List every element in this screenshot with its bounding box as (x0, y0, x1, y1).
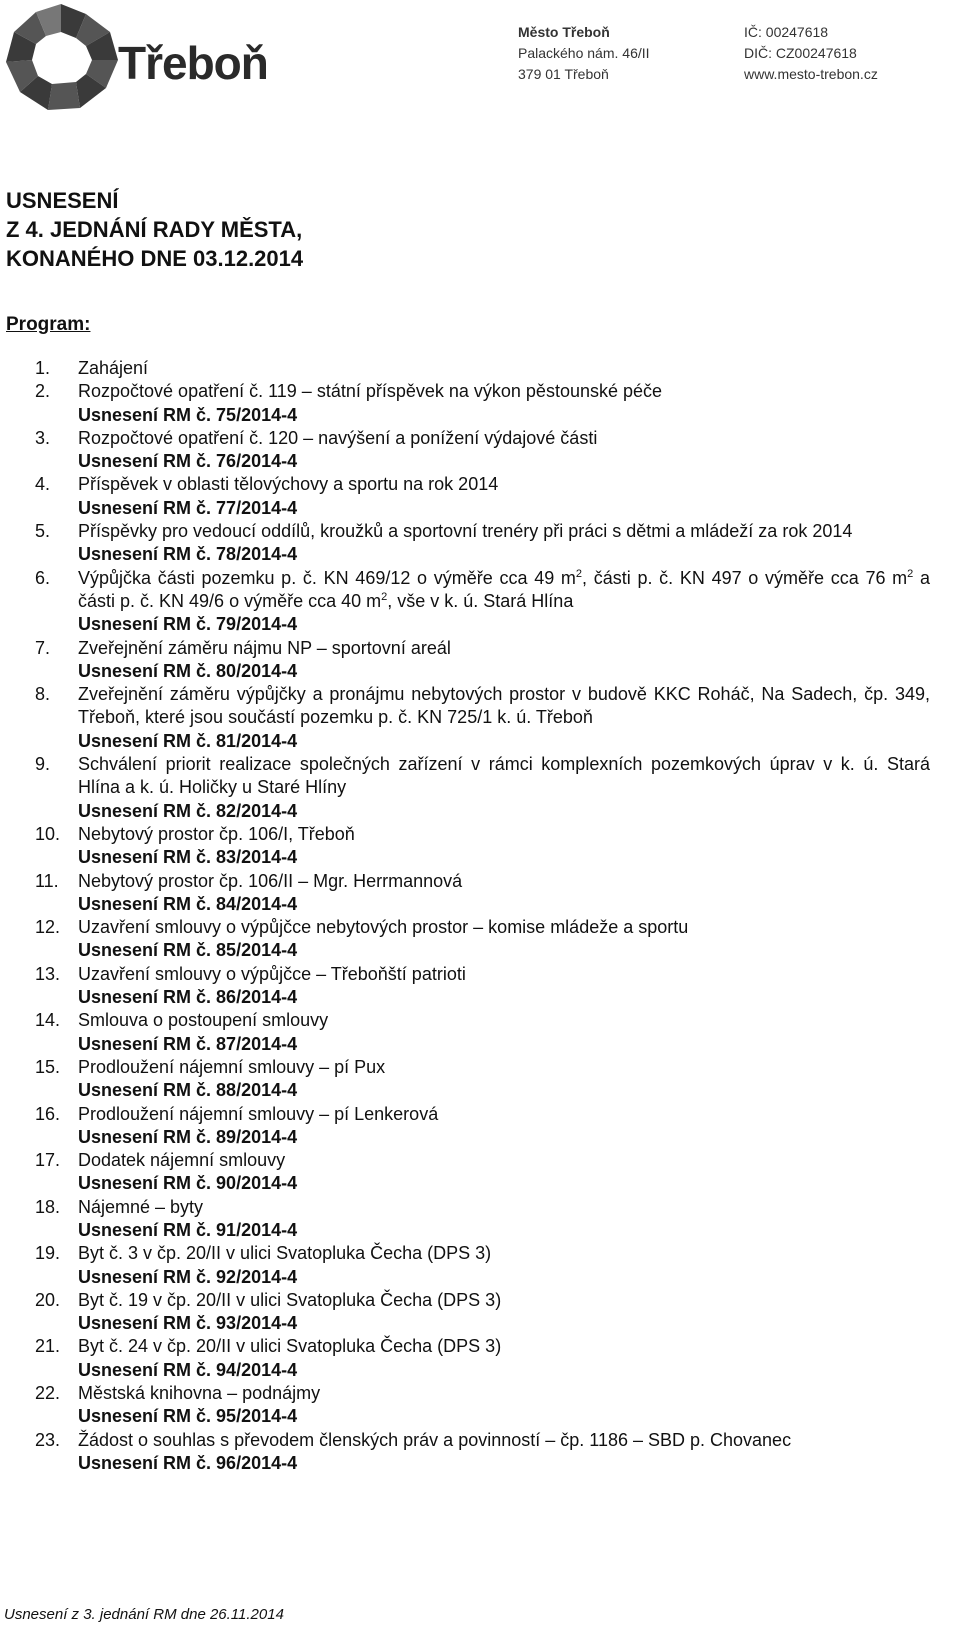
agenda-item-text-part: Výpůjčka části pozemku p. č. KN 469/12 o výměře cca 49 m (78, 567, 576, 588)
agenda-item-text: Zveřejnění záměru nájmu NP – sportovní areál (78, 637, 451, 658)
agenda-item-text: Příspěvky pro vedoucí oddílů, kroužků a sportovní trenéry při práci s dětmi a mládeží za rok 2014 (78, 521, 853, 542)
agenda-item-text: Rozpočtové opatření č. 119 – státní příspěvek na výkon pěstounské péče (78, 381, 663, 402)
agenda-item-text: Žádost o souhlas s převodem členských práv a povinností – čp. 1186 – SBD p. Chovanec (78, 1429, 792, 1450)
agenda-item-number: 9. (35, 754, 51, 775)
agenda-item-number: 8. (35, 684, 51, 705)
agenda-item-number: 16. (35, 1103, 61, 1124)
title-line: USNESENÍ (6, 188, 119, 213)
agenda-item-number: 20. (35, 1289, 61, 1310)
resolution-number: Usnesení RM č. 80/2014-4 (78, 660, 298, 681)
agenda-item-text: Dodatek nájemní smlouvy (78, 1150, 286, 1171)
resolution-number: Usnesení RM č. 84/2014-4 (78, 893, 298, 914)
resolution-number: Usnesení RM č. 76/2014-4 (78, 451, 298, 472)
resolution-number: Usnesení RM č. 82/2014-4 (78, 800, 298, 821)
agenda-item-number: 15. (35, 1056, 61, 1077)
agenda-item-text: Uzavření smlouvy o výpůjčce nebytových prostor – komise mládeže a sportu (78, 917, 689, 938)
agenda-item (0, 683, 930, 753)
agenda-item-text: Schválení priorit realizace společných zařízení v rámci komplexních pozemkových úprav v k. ú. Stará Hlína a k. ú. Holičky u Staré Hlíny (78, 754, 930, 798)
agenda-item (0, 870, 930, 917)
agenda-item-number: 6. (35, 567, 51, 588)
document-title (6, 186, 303, 273)
agenda-item-number: 2. (35, 381, 51, 402)
agenda-item (0, 1103, 930, 1150)
agenda-item-number: 14. (35, 1010, 61, 1031)
address-line-1: Palackého nám. 46/II (518, 45, 650, 61)
agenda-item-number: 1. (35, 358, 51, 378)
address-line-2: 379 01 Třeboň (518, 66, 609, 82)
agenda-item-text: Smlouva o postoupení smlouvy (78, 1010, 329, 1031)
resolution-number: Usnesení RM č. 77/2014-4 (78, 497, 298, 518)
superscript-2: 2 (575, 567, 583, 580)
agenda-item-number: 12. (35, 917, 61, 938)
agenda-item (0, 1056, 930, 1103)
agenda-item-text: Prodloužení nájemní smlouvy – pí Lenkerová (78, 1103, 439, 1124)
resolution-number: Usnesení RM č. 87/2014-4 (78, 1033, 298, 1054)
resolution-number: Usnesení RM č. 92/2014-4 (78, 1266, 298, 1287)
website: www.mesto-trebon.cz (744, 66, 878, 82)
ic-number: IČ: 00247618 (744, 24, 829, 40)
org-name: Město Třeboň (518, 24, 610, 40)
page-footer: Usnesení z 3. jednání RM dne 26.11.2014 (4, 1606, 284, 1623)
agenda-item-number: 5. (35, 521, 51, 542)
resolution-number: Usnesení RM č. 86/2014-4 (78, 987, 298, 1008)
program-heading: Program: (6, 314, 91, 335)
agenda-item (0, 1149, 930, 1196)
agenda-item (0, 916, 930, 963)
resolution-number: Usnesení RM č. 79/2014-4 (78, 614, 298, 635)
resolution-number: Usnesení RM č. 89/2014-4 (78, 1126, 298, 1147)
agenda-item (0, 1289, 930, 1336)
agenda-item (0, 567, 930, 637)
resolution-number: Usnesení RM č. 94/2014-4 (78, 1359, 298, 1380)
agenda-item (0, 1429, 930, 1476)
agenda-item (0, 753, 930, 823)
agenda-item (0, 1382, 930, 1429)
agenda-item-number: 23. (35, 1429, 61, 1450)
agenda-item-text-part: , části p. č. KN 497 o výměře cca 76 m (582, 567, 908, 588)
agenda-list (0, 357, 930, 1475)
resolution-number: Usnesení RM č. 95/2014-4 (78, 1406, 298, 1427)
agenda-item-number: 21. (35, 1336, 61, 1357)
title-line: KONANÉHO DNE 03.12.2014 (6, 246, 304, 271)
agenda-item (0, 637, 930, 684)
agenda-item-text: Nájemné – byty (78, 1196, 204, 1217)
resolution-number: Usnesení RM č. 93/2014-4 (78, 1313, 298, 1334)
agenda-item (0, 520, 930, 567)
agenda-item-number: 13. (35, 963, 61, 984)
agenda-item (0, 427, 930, 474)
resolution-number: Usnesení RM č. 88/2014-4 (78, 1080, 298, 1101)
agenda-item (0, 823, 930, 870)
org-ids (744, 22, 878, 85)
resolution-number: Usnesení RM č. 75/2014-4 (78, 404, 298, 425)
agenda-item-text: Rozpočtové opatření č. 120 – navýšení a ponížení výdajové části (78, 427, 598, 448)
agenda-item-text: Byt č. 3 v čp. 20/II v ulici Svatopluka Čecha (DPS 3) (78, 1243, 492, 1264)
agenda-item (0, 380, 930, 427)
agenda-item-number: 3. (35, 427, 51, 448)
resolution-number: Usnesení RM č. 85/2014-4 (78, 940, 298, 961)
agenda-item-text: Uzavření smlouvy o výpůjčce – Třeboňští patrioti (78, 963, 466, 984)
agenda-item-number: 17. (35, 1150, 61, 1171)
agenda-item (0, 1196, 930, 1243)
agenda-item-number: 22. (35, 1383, 61, 1404)
resolution-number: Usnesení RM č. 91/2014-4 (78, 1219, 298, 1240)
agenda-item-text-part: , vše v k. ú. Stará Hlína (387, 590, 574, 611)
agenda-item-number: 10. (35, 823, 61, 844)
city-logo (2, 2, 120, 114)
agenda-item-text: Nebytový prostor čp. 106/I, Třeboň (78, 823, 355, 844)
agenda-item-text: Nebytový prostor čp. 106/II – Mgr. Herrmannová (78, 870, 463, 891)
dic-number: DIČ: CZ00247618 (744, 45, 857, 61)
agenda-item-number: 11. (35, 870, 59, 891)
resolution-number: Usnesení RM č. 81/2014-4 (78, 730, 298, 751)
agenda-item-text: Zveřejnění záměru výpůjčky a pronájmu nebytových prostor v budově KKC Roháč, Na Sadech, čp. 349, Třeboň, které jsou součástí pozemku p. č. KN 725/1 k. ú. Třeboň (78, 684, 930, 728)
agenda-item-text-part: a části p. č. KN 49/6 o výměře cca 40 m (78, 567, 931, 611)
agenda-item-text: Prodloužení nájemní smlouvy – pí Pux (78, 1056, 386, 1077)
agenda-item-number: 4. (35, 474, 51, 495)
resolution-number: Usnesení RM č. 96/2014-4 (78, 1452, 298, 1473)
superscript-2: 2 (907, 567, 914, 580)
superscript-2: 2 (381, 590, 388, 603)
resolution-number: Usnesení RM č. 78/2014-4 (78, 544, 298, 565)
agenda-item-number: 18. (35, 1196, 61, 1217)
agenda-item (0, 1335, 930, 1382)
resolution-number: Usnesení RM č. 90/2014-4 (78, 1173, 298, 1194)
agenda-item-text: Byt č. 24 v čp. 20/II v ulici Svatopluka Čecha (DPS 3) (78, 1336, 502, 1357)
agenda-item-number: 19. (35, 1243, 61, 1264)
agenda-item-text (78, 567, 930, 614)
agenda-item (0, 1009, 930, 1056)
agenda-item-number: 7. (35, 637, 51, 658)
brand-wordmark: Třeboň (118, 37, 268, 89)
org-address (518, 22, 650, 85)
title-line: Z 4. JEDNÁNÍ RADY MĚSTA, (6, 217, 303, 242)
agenda-item-text: Městská knihovna – podnájmy (78, 1383, 321, 1404)
agenda-item (0, 1242, 930, 1289)
agenda-item-text: Zahájení (78, 358, 149, 378)
agenda-item (0, 473, 930, 520)
resolution-number: Usnesení RM č. 83/2014-4 (78, 847, 298, 868)
agenda-item-text: Byt č. 19 v čp. 20/II v ulici Svatopluka Čecha (DPS 3) (78, 1289, 502, 1310)
agenda-item (0, 357, 930, 380)
agenda-item-text: Příspěvek v oblasti tělovýchovy a sportu na rok 2014 (78, 474, 499, 495)
agenda-item (0, 963, 930, 1010)
